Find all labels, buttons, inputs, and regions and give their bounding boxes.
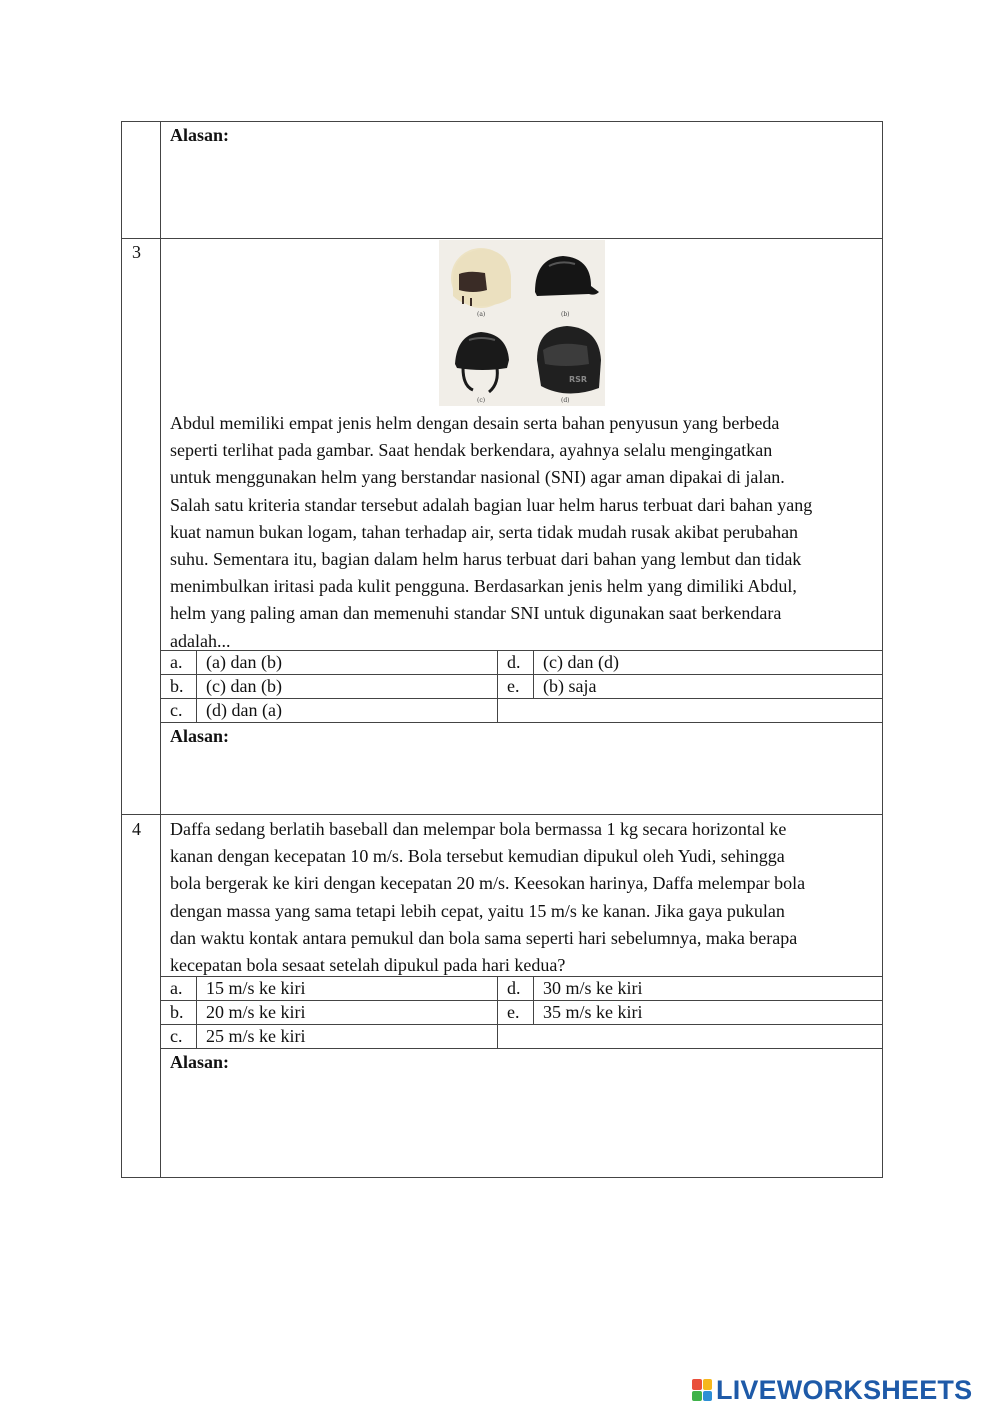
q4-number: 4 <box>132 819 141 839</box>
row-divider <box>122 238 882 239</box>
q3-number: 3 <box>132 242 141 262</box>
text-line: untuk menggunakan helm yang berstandar nasional (SNI) agar aman dipakai di jalan. <box>170 467 785 488</box>
q3-reason-label: Alasan: <box>170 726 230 746</box>
image-label-d: (d) <box>561 397 570 404</box>
text-line: dan waktu kontak antara pemukul dan bola sama seperti hari sebelumnya, maka berapa <box>170 927 798 948</box>
text-line: seperti terlihat pada gambar. Saat hendak berkendara, ayahnya selalu mengingatkan <box>170 440 773 461</box>
image-label-a: (a) <box>477 311 486 318</box>
option-row <box>160 674 882 698</box>
text-line: adalah... <box>170 630 231 651</box>
image-label-c: (c) <box>477 397 486 404</box>
option-row <box>160 976 882 1000</box>
option-a-text[interactable]: (a) dan (b) <box>206 652 282 672</box>
text-line: menimbulkan iritasi pada kulit pengguna. Berdasarkan jenis helm yang dimiliki Abdul, <box>170 576 797 597</box>
option-e-letter: e. <box>507 676 520 696</box>
option-a-text[interactable]: 15 m/s ke kiri <box>206 978 306 998</box>
logo-text: LIVEWORKSHEETS <box>716 1374 973 1405</box>
option-d-text[interactable]: 30 m/s ke kiri <box>543 978 643 998</box>
liveworksheets-logo <box>692 1376 972 1404</box>
text-line: dengan massa yang sama tetapi lebih cepat, yaitu 15 m/s ke kanan. Jika gaya pukulan <box>170 900 785 921</box>
svg-text:RSR: RSR <box>569 375 588 384</box>
text-line: kuat namun bukan logam, tahan terhadap air, serta tidak mudah rusak akibat perubahan <box>170 521 799 542</box>
text-line: kecepatan bola sesaat setelah dipukul pada hari kedua? <box>170 955 566 976</box>
option-c-letter: c. <box>170 700 183 720</box>
text-line: Salah satu kriteria standar tersebut adalah bagian luar helm harus terbuat dari bahan yang <box>170 494 813 515</box>
option-d-text[interactable]: (c) dan (d) <box>543 652 619 672</box>
option-d-letter: d. <box>507 978 521 998</box>
text-line: bola bergerak ke kiri dengan kecepatan 20 m/s. Keesokan harinya, Daffa melempar bola <box>170 873 806 894</box>
logo-icon <box>692 1379 712 1401</box>
text-line: suhu. Sementara itu, bagian dalam helm harus terbuat dari bahan yang lembut dan tidak <box>170 549 802 570</box>
option-e-text[interactable]: (b) saja <box>543 676 597 696</box>
option-e-letter: e. <box>507 1002 520 1022</box>
row-divider <box>122 814 882 815</box>
option-b-text[interactable]: 20 m/s ke kiri <box>206 1002 306 1022</box>
question-table <box>121 121 883 1178</box>
option-row <box>160 1000 882 1024</box>
text-line: kanan dengan kecepatan 10 m/s. Bola tersebut kemudian dipukul oleh Yudi, sehingga <box>170 846 785 867</box>
q4-reason-label: Alasan: <box>170 1052 230 1072</box>
helmet-d-image <box>537 326 601 394</box>
option-c-text[interactable]: (d) dan (a) <box>206 700 282 720</box>
option-row <box>160 1024 882 1048</box>
text-line: helm yang paling aman dan memenuhi standar SNI untuk digunakan saat berkendara <box>170 603 782 624</box>
option-b-letter: b. <box>170 676 184 696</box>
option-b-text[interactable]: (c) dan (b) <box>206 676 282 696</box>
option-b-letter: b. <box>170 1002 184 1022</box>
q2-reason-label: Alasan: <box>170 125 230 145</box>
option-a-letter: a. <box>170 978 183 998</box>
image-label-b: (b) <box>561 311 570 318</box>
q3-question-text <box>170 410 874 655</box>
text-line: Daffa sedang berlatih baseball dan melempar bola bermassa 1 kg secara horizontal ke <box>170 819 787 839</box>
text-line: Abdul memiliki empat jenis helm dengan desain serta bahan penyusun yang berbeda <box>170 413 780 433</box>
number-column <box>122 122 161 1177</box>
option-a-letter: a. <box>170 652 183 672</box>
helmet-a-image <box>451 248 511 308</box>
option-c-text[interactable]: 25 m/s ke kiri <box>206 1026 306 1046</box>
option-c-letter: c. <box>170 1026 183 1046</box>
q4-question-text <box>170 816 874 979</box>
option-e-text[interactable]: 35 m/s ke kiri <box>543 1002 643 1022</box>
option-d-letter: d. <box>507 652 521 672</box>
option-row <box>160 698 882 722</box>
option-row <box>160 650 882 674</box>
helmet-figure <box>439 240 605 406</box>
